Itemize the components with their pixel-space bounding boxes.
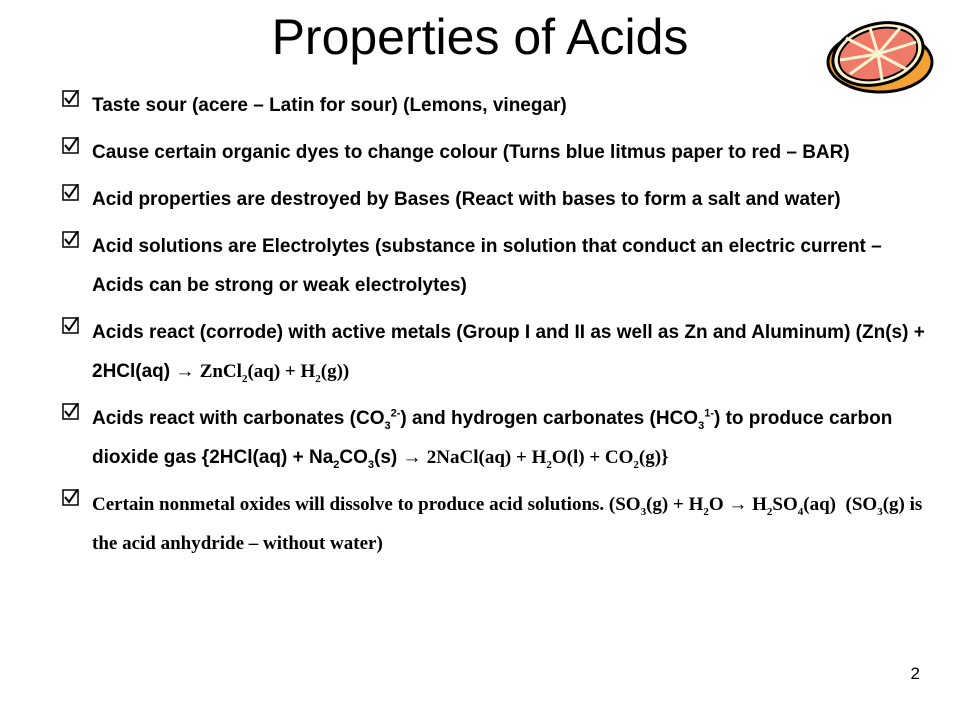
list-item [62, 133, 932, 172]
list-item [62, 86, 932, 125]
page-number: 2 [910, 664, 920, 683]
slide-title: Properties of Acids [271, 9, 689, 65]
checkbox-checked-icon [62, 184, 79, 201]
bullet-text: Acid properties are destroyed by Bases (React with bases to form a salt and water) [92, 189, 841, 210]
list-item [62, 399, 932, 477]
checkbox-checked-icon [62, 403, 79, 420]
list-item [62, 485, 932, 563]
checkbox-checked-icon [62, 90, 79, 107]
checkbox-checked-icon [62, 489, 79, 506]
bullet-text: Certain nonmetal oxides will dissolve to produce acid solutions. ($SO_3(g) + H_2O \to H_2SO_4(aq)$ ($SO_3(g)$ is the acid anhydride – without water) [92, 494, 923, 554]
bullet-list [62, 86, 932, 571]
list-item [62, 313, 932, 391]
list-item [62, 227, 932, 305]
checkbox-checked-icon [62, 231, 79, 248]
checkbox-checked-icon [62, 137, 79, 154]
bullet-text: Acids react (corrode) with active metals (Group I and II as well as Zn and Aluminum) (Zn(s) + 2HCl(aq) → ZnCl$_2$(aq) + $H_2(g)$) [92, 322, 925, 385]
bullet-text: Cause certain organic dyes to change colour (Turns blue litmus paper to red – BAR) [92, 142, 850, 163]
checkbox-checked-icon [62, 317, 79, 334]
bullet-text: Acids react with carbonates $(CO_3^{2-})$ and hydrogen carbonates $(HCO_3^{1-})$ to produce carbon dioxide gas {$2HCl(aq) + Na_2CO_3(s)$ → 2NaCl(aq) + $H_2O(l) + CO_2(g)$} [92, 407, 893, 471]
bullet-text: Acid solutions are Electrolytes (substance in solution that conduct an electric current – Acids can be strong or weak electrolytes) [92, 236, 882, 296]
bullet-text: Taste sour (acere – Latin for sour) (Lemons, vinegar) [92, 95, 567, 116]
list-item [62, 180, 932, 219]
